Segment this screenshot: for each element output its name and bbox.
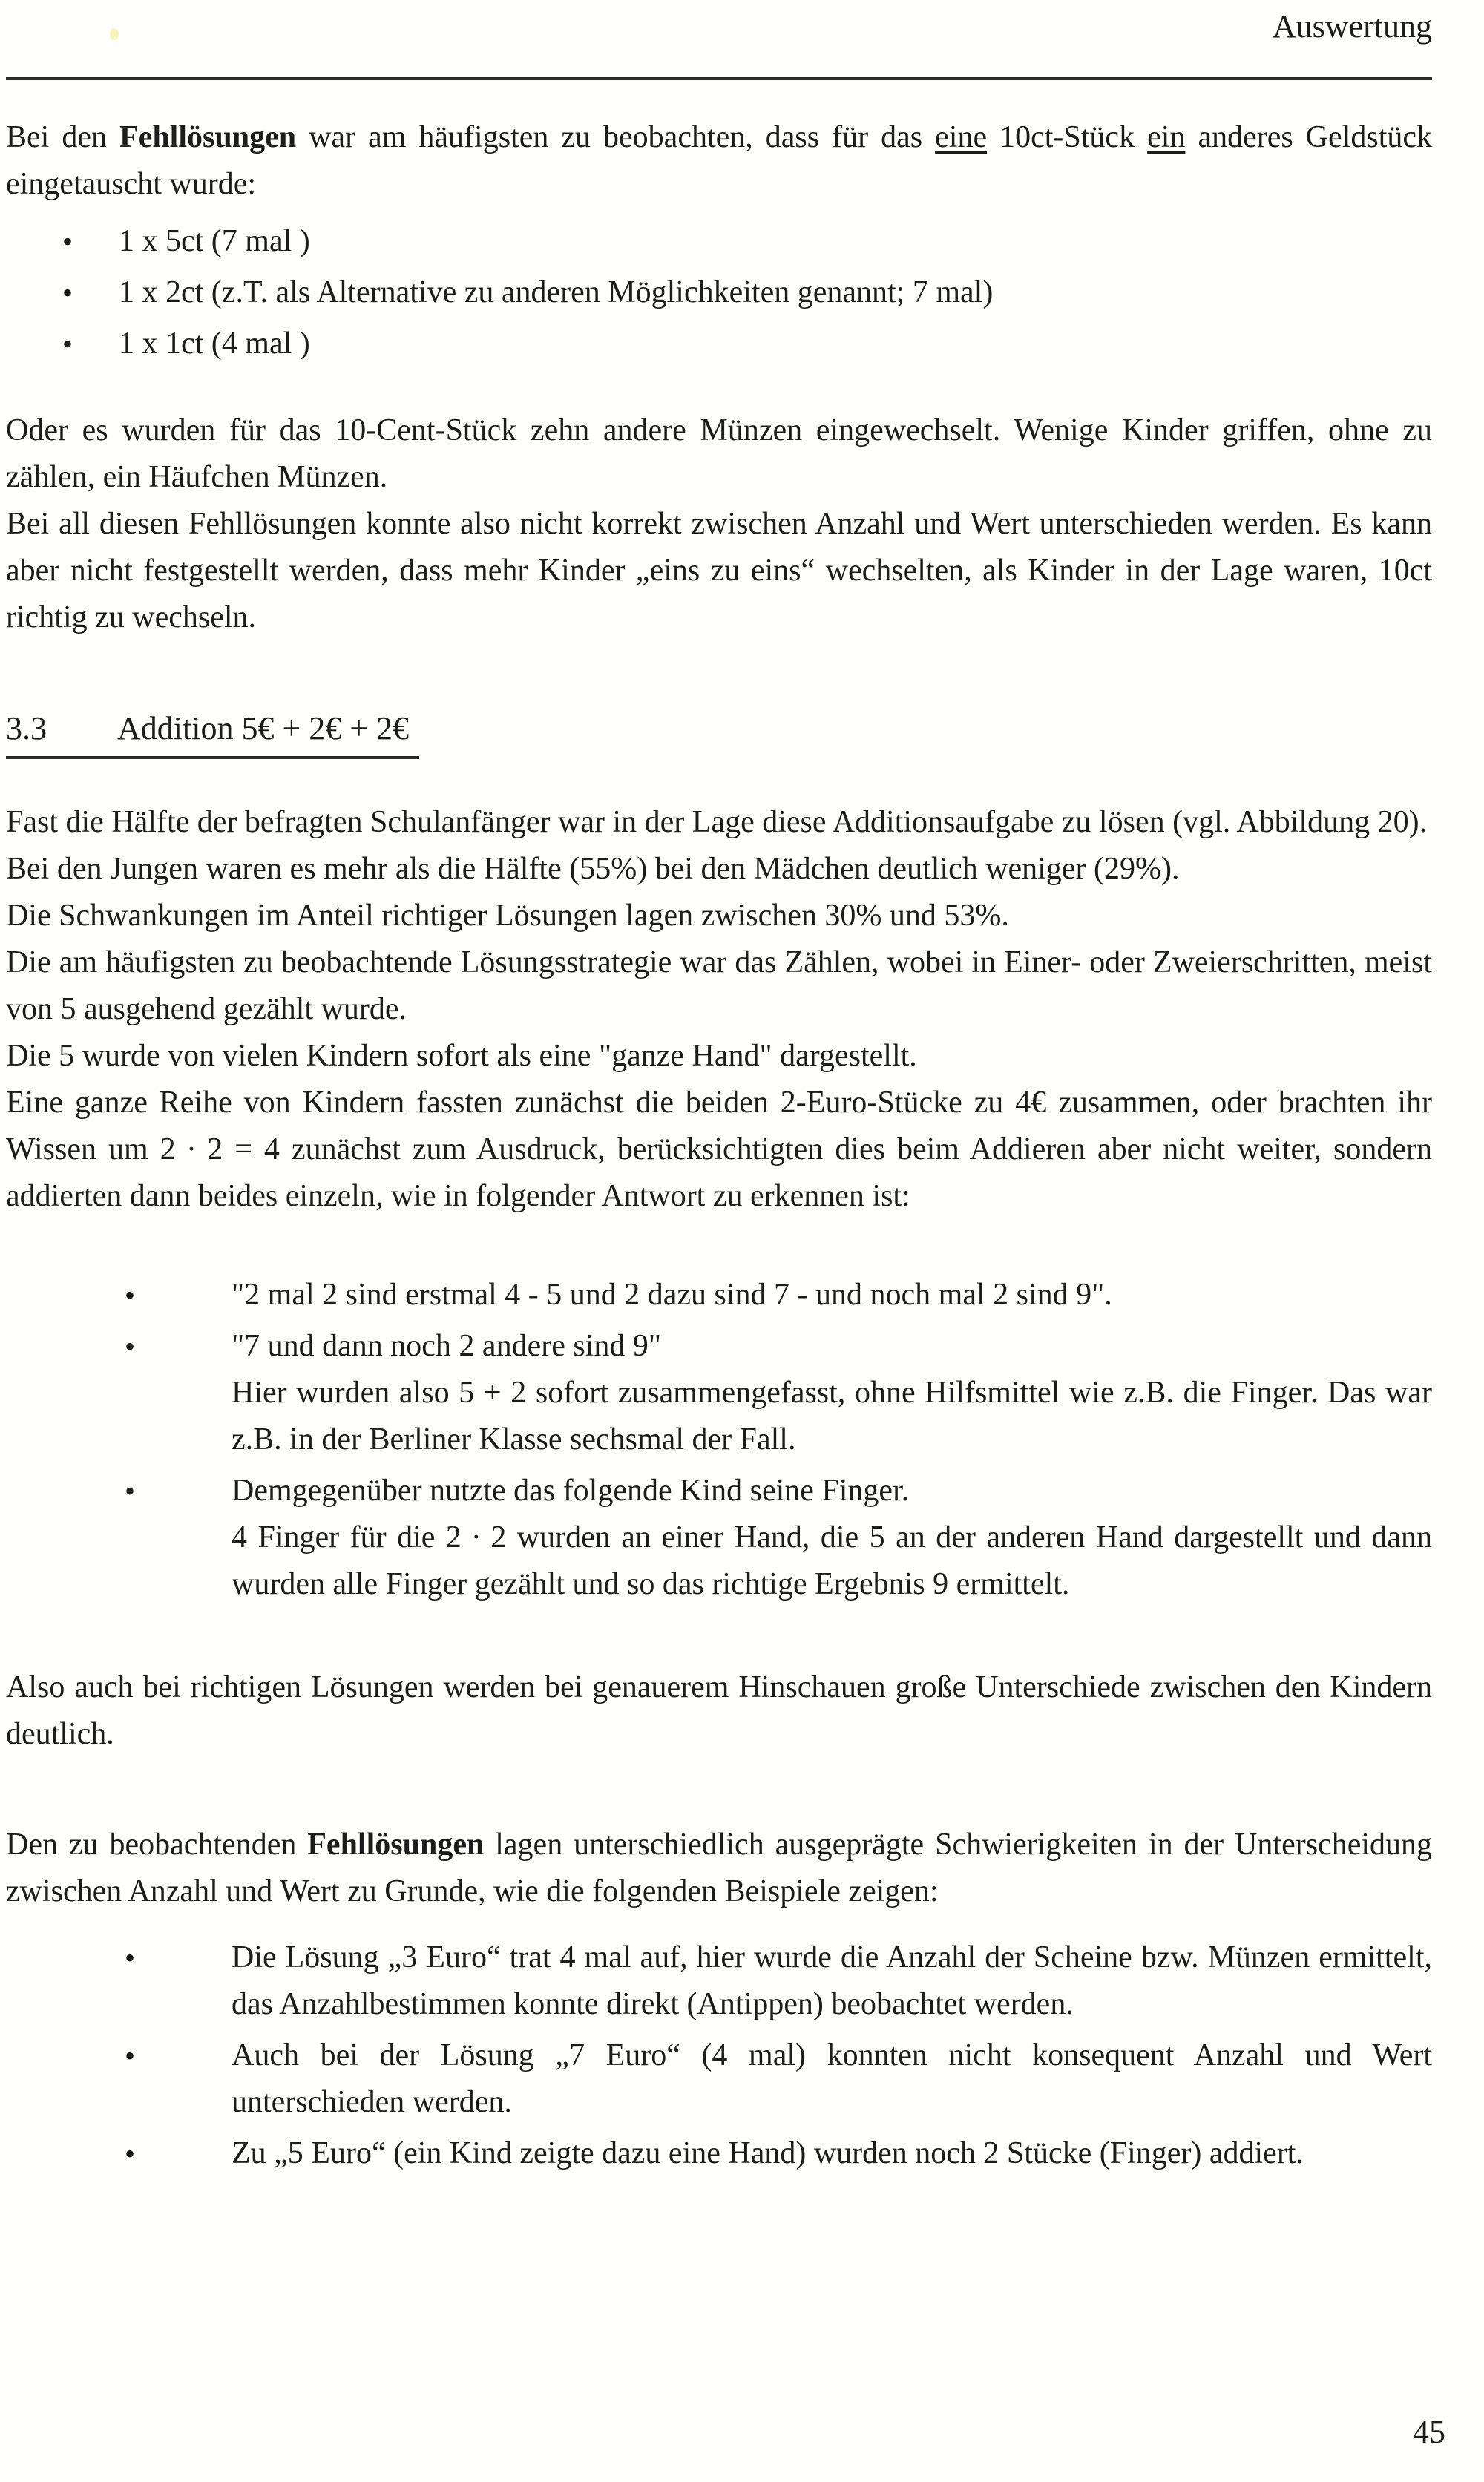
list-item-text: "2 mal 2 sind erstmal 4 - 5 und 2 dazu sind 7 - und noch mal 2 sind 9". — [232, 1278, 1112, 1312]
list-item-text: Hier wurden also 5 + 2 sofort zusammengefasst, ohne Hilfsmittel wie z.B. die Finger. Das war z.B. in der Berliner Klasse sechsmal der Fall. — [232, 1376, 1432, 1457]
list-item-text: Die Lösung „3 Euro“ trat 4 mal auf, hier wurde die Anzahl der Scheine bzw. Münzen ermittelt, das Anzahlbestimmen konnte direkt (Antippen) beobachtet werden. — [232, 1940, 1432, 2021]
list-item — [6, 2032, 1432, 2126]
list-item-text: 4 Finger für die 2 ∙ 2 wurden an einer Hand, die 5 an der anderen Hand dargestellt und dann wurden alle Finger gezählt und so das richtige Ergebnis 9 ermittelt. — [232, 1520, 1432, 1601]
bullet-icon: • — [62, 327, 73, 361]
list-item — [6, 269, 1432, 316]
paragraph-den-zu-beobachtenden: Den zu beobachtenden Fehllösungen lagen unterschiedlich ausgeprägte Schwierigkeiten in der Unterscheidung zwischen Anzahl und Wert zu Grunde, wie die folgenden Beispiele zeigen: — [6, 1828, 1433, 1908]
list-item-text: 1 x 5ct (7 mal ) — [119, 224, 310, 258]
paragraph-schwankungen: Die Schwankungen im Anteil richtiger Lösungen lagen zwischen 30% und 53%. — [6, 899, 1009, 933]
list-item-text: Demgegenüber nutzte das folgende Kind seine Finger. — [232, 1474, 910, 1508]
paragraph-ganze-hand: Die 5 wurde von vielen Kindern sofort als eine "ganze Hand" dargestellt. — [6, 1039, 917, 1073]
section-number: 3.3 — [6, 710, 47, 746]
paragraph-eine-ganze-reihe: Eine ganze Reihe von Kindern fassten zunächst die beiden 2-Euro-Stücke zu 4€ zusammen, oder brachten ihr Wissen um 2 ∙ 2 = 4 zunächst zum Ausdruck, berücksichtigten dies beim Addieren aber nicht weiter, sondern addierten dann beides einzeln, wie in folgender Antwort zu erkennen ist: — [6, 1086, 1432, 1213]
list-item-text: Auch bei der Lösung „7 Euro“ (4 mal) konnten nicht konsequent Anzahl und Wert unterschieden werden. — [232, 2038, 1432, 2119]
bullet-icon: • — [125, 1474, 136, 1508]
bullet-icon: • — [125, 1330, 136, 1363]
section-heading — [6, 705, 419, 759]
section-title: Addition 5€ + 2€ + 2€ — [117, 710, 410, 746]
bullet-icon: • — [125, 2039, 136, 2072]
bullet-list-coin-exchange — [6, 218, 1432, 367]
paragraph-bei-all-diesen: Bei all diesen Fehllösungen konnte also nicht korrekt zwischen Anzahl und Wert unterschieden werden. Es kann aber nicht festgestellt werden, dass mehr Kinder „eins zu eins“ wechselten, als Kinder in der Lage waren, 10ct richtig zu wechseln. — [6, 507, 1432, 634]
bullet-list-answers — [6, 1272, 1432, 1608]
bullet-icon: • — [125, 2137, 136, 2170]
paragraph-fast-die-haelfte: Fast die Hälfte der befragten Schulanfänger war in der Lage diese Additionsaufgabe zu lösen (vgl. Abbildung 20). — [6, 805, 1428, 839]
bullet-icon: • — [62, 276, 73, 309]
section-heading-row — [6, 705, 1432, 759]
scan-artifact — [110, 28, 119, 40]
list-item-body — [232, 1323, 1432, 1463]
bullet-icon: • — [62, 225, 73, 258]
header-rule — [6, 77, 1432, 80]
page-number: 45 — [1413, 2414, 1445, 2450]
list-item-body — [232, 1272, 1432, 1319]
paragraph-oder-es-wurden: Oder es wurden für das 10-Cent-Stück zehn andere Münzen eingewechselt. Wenige Kinder griffen, ohne zu zählen, ein Häufchen Münzen. — [6, 413, 1432, 494]
paragraph-bei-den-jungen: Bei den Jungen waren es mehr als die Hälfte (55%) bei den Mädchen deutlich weniger (29%). — [6, 852, 1180, 886]
list-item — [6, 1934, 1432, 2028]
bullet-list-fehlloesungen-beispiele — [6, 1934, 1432, 2177]
list-item — [6, 1468, 1432, 1608]
bullet-icon: • — [125, 1278, 136, 1312]
list-item-text: Zu „5 Euro“ (ein Kind zeigte dazu eine Hand) wurden noch 2 Stücke (Finger) addiert. — [232, 2136, 1304, 2170]
list-item — [6, 1323, 1432, 1463]
list-item-text: 1 x 2ct (z.T. als Alternative zu anderen Möglichkeiten genannt; 7 mal) — [119, 275, 994, 309]
list-item-body — [232, 1468, 1432, 1608]
list-item — [6, 2130, 1432, 2177]
list-item — [6, 321, 1432, 367]
list-item — [6, 218, 1432, 265]
paragraph-loesungsstrategie: Die am häufigsten zu beobachtende Lösungsstrategie war das Zählen, wobei in Einer- oder Zweierschritten, meist von 5 ausgehend gezählt wurde. — [6, 945, 1432, 1026]
list-item-text: 1 x 1ct (4 mal ) — [119, 326, 310, 361]
list-item — [6, 1272, 1432, 1319]
bullet-icon: • — [125, 1941, 136, 1974]
paragraph-fehlloesungen-intro: Bei den Fehllösungen war am häufigsten zu beobachten, dass für das eine 10ct-Stück ein anderes Geldstück eingetauscht wurde: — [6, 120, 1433, 201]
paragraph-also-auch: Also auch bei richtigen Lösungen werden bei genauerem Hinschauen große Unterschiede zwischen den Kindern deutlich. — [6, 1670, 1432, 1751]
running-header: Auswertung — [1272, 8, 1432, 45]
list-item-text: "7 und dann noch 2 andere sind 9" — [232, 1329, 661, 1363]
